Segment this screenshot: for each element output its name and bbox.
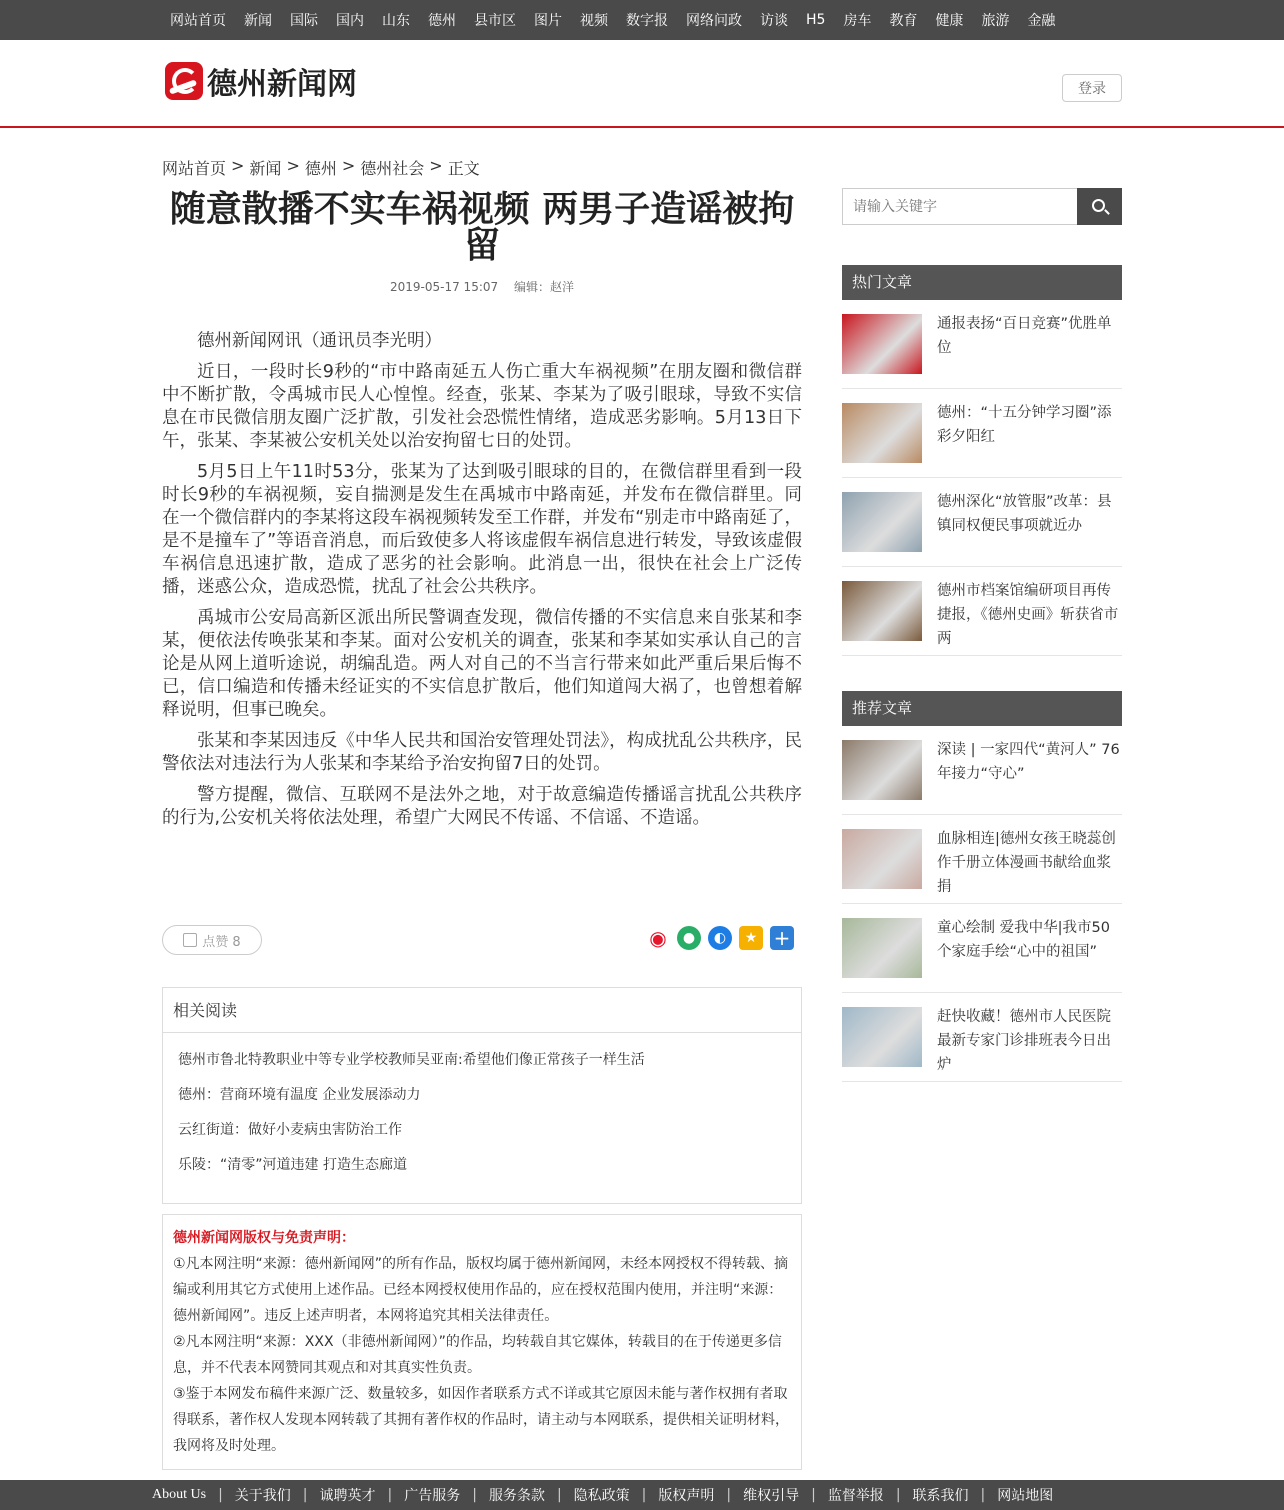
sidebar-article[interactable] [842,726,1122,815]
thumbs-up-icon [183,933,197,947]
disclaimer-title: 德州新闻网版权与免责声明： [173,1230,355,1246]
search-icon [1092,199,1105,212]
related-link[interactable]: 德州：营商环境有温度 企业发展添动力 [178,1087,421,1103]
article-paragraph: 张某和李某因违反《中华人民共和国治安管理处罚法》，构成扰乱公共秩序，民警依法对违法行为人张某和李某给予治安拘留7日的处罚。 [162,731,802,774]
sidebar-article[interactable] [842,389,1122,478]
top-nav-list [170,0,1073,40]
article-thumbnail[interactable] [842,1007,922,1067]
disclaimer-item: ③鉴于本网发布稿件来源广泛、数量较多，如因作者联系方式不详或其它原因未能与著作权拥有者取得联系，著作权人发现本网转载了其拥有著作权的作品时，请主动与本网联系，提供相关证明材料，我网将及时处理。 [173,1386,789,1454]
nav-item[interactable]: 访谈 [760,13,788,29]
more-share-icon[interactable]: + [770,926,794,950]
search-input[interactable] [842,188,1077,225]
article-title: 随意散播不实车祸视频 两男子造谣被拘留 [169,189,795,266]
nav-item[interactable]: 新闻 [244,13,272,29]
nav-item[interactable]: 国际 [290,13,318,29]
logo-icon [165,62,203,100]
article-thumbnail[interactable] [842,829,922,889]
related-heading: 相关阅读 [163,988,801,1033]
sidebar-article-title[interactable]: 德州深化“放管服”改革：县镇同权便民事项就近办 [937,494,1112,534]
nav-item[interactable]: H5 [806,12,826,28]
footer-divider: | [895,1487,901,1503]
logo-text: 德州新闻网 [207,67,357,102]
breadcrumb-item[interactable]: 网站首页 [162,159,227,178]
hot-articles-heading: 热门文章 [842,265,1122,300]
footer-link[interactable]: 诚聘英才 [319,1488,376,1504]
like-button[interactable] [162,925,262,955]
breadcrumb-item[interactable]: 新闻 [249,159,282,178]
nav-item[interactable]: 房车 [843,13,872,29]
sidebar-article[interactable] [842,478,1122,567]
weibo-icon[interactable]: ◉ [646,926,670,950]
article-paragraph: 禹城市公安局高新区派出所民警调查发现，微信传播的不实信息来自张某和李某，便依法传唤张某和李某。面对公安机关的调查，张某和李某如实承认自己的言论是从网上道听途说，胡编乱造。两人对自己的不当言行带来如此严重后果后悔不已，信口编造和传播未经证实的不实信息扩散后，他们知道闯大祸了，也曾想着解释说明，但事已晚矣。 [162,608,802,720]
hot-articles-list [842,300,1122,656]
footer-link[interactable]: 网站地图 [997,1488,1054,1504]
sidebar-article[interactable] [842,815,1122,904]
article-meta [162,278,802,295]
site-logo[interactable] [165,60,357,102]
sidebar-article-title[interactable]: 深读 | 一家四代“黄河人” 76年接力“守心” [937,742,1120,782]
article-thumbnail[interactable] [842,918,922,978]
breadcrumb-item[interactable]: 德州 [304,159,337,178]
sidebar-article-title[interactable]: 通报表扬“百日竞赛”优胜单位 [937,316,1112,356]
nav-item[interactable]: 国内 [336,13,364,29]
article-thumbnail[interactable] [842,314,922,374]
nav-item[interactable]: 图片 [534,13,562,29]
sidebar-article-title[interactable]: 赶快收藏！德州市人民医院最新专家门诊排班表今日出炉 [937,1009,1111,1073]
recommended-articles-heading: 推荐文章 [842,691,1122,726]
disclaimer-item: ①凡本网注明“来源：德州新闻网”的所有作品，版权均属于德州新闻网，未经本网授权不得转载、摘编或利用其它方式使用上述作品。已经本网授权使用作品的，应在授权范围内使用，并注明“来源：德州新闻网”。违反上述声明者，本网将追究其相关法律责任。 [173,1256,789,1324]
wechat-icon[interactable]: ● [677,926,701,950]
footer-link[interactable]: 联系我们 [912,1488,969,1504]
nav-item[interactable]: 网络问政 [686,13,742,29]
sidebar-article[interactable] [842,567,1122,656]
nav-item[interactable]: 视频 [580,13,608,29]
sidebar-article[interactable] [842,300,1122,389]
login-button[interactable]: 登录 [1062,74,1122,102]
footer-link[interactable]: About Us [152,1487,207,1502]
nav-item[interactable]: 网站首页 [170,13,226,29]
footer-link[interactable]: 版权声明 [658,1488,715,1504]
footer-divider: | [302,1487,308,1503]
site-footer [0,1480,1284,1510]
breadcrumb-separator: > [341,156,356,175]
breadcrumb-separator: > [231,156,245,175]
footer-divider: | [980,1487,986,1503]
disclaimer-items [173,1251,791,1459]
footer-divider: | [218,1487,223,1503]
nav-item[interactable]: 德州 [428,13,456,29]
article-thumbnail[interactable] [842,740,922,800]
site-header [0,40,1284,128]
sidebar-article-title[interactable]: 童心绘制 爱我中华|我市50个家庭手绘“心中的祖国” [937,920,1110,960]
article-date: 2019-05-17 15:07 [390,280,499,294]
nav-item[interactable]: 教育 [889,13,918,29]
footer-divider: | [472,1487,477,1503]
related-link[interactable]: 德州市鲁北特教职业中等专业学校教师吴亚南:希望他们像正常孩子一样生活 [178,1052,645,1068]
footer-divider: | [641,1487,647,1503]
related-list [163,1033,801,1189]
breadcrumb-item[interactable]: 德州社会 [360,159,425,178]
sidebar-article-title[interactable]: 血脉相连|德州女孩王晓蕊创作千册立体漫画书献给血浆捐 [937,831,1116,895]
article-body [162,330,802,838]
article-paragraph: 近日，一段时长9秒的“市中路南延五人伤亡重大车祸视频”在朋友圈和微信群中不断扩散，令禹城市民人心惶惶。经查，张某、李某为了吸引眼球，导致不实信息在市民微信朋友圈广泛扩散，引发社会恐慌性情绪，造成恶劣影响。5月13日下午，张某、李某被公安机关处以治安拘留七日的处罚。 [162,362,802,451]
footer-link[interactable]: 服务条款 [488,1488,545,1504]
nav-item[interactable]: 山东 [382,13,410,29]
share-bar [646,926,801,950]
related-link[interactable]: 乐陵：“清零”河道违建 打造生态廊道 [178,1157,407,1173]
footer-divider: | [726,1487,732,1503]
footer-link[interactable]: 关于我们 [234,1488,291,1504]
footer-link[interactable]: 广告服务 [404,1488,461,1504]
sidebar-article-title[interactable]: 德州：“十五分钟学习圈”添彩夕阳红 [937,405,1112,445]
breadcrumb-item: 正文 [447,159,480,178]
related-link[interactable]: 云红街道：做好小麦病虫害防治工作 [178,1122,402,1138]
nav-item[interactable]: 县市区 [474,13,516,29]
disclaimer-item: ②凡本网注明“来源：XXX（非德州新闻网）”的作品，均转载自其它媒体，转载目的在于传递更多信息，并不代表本网赞同其观点和对其真实性负责。 [173,1334,782,1376]
article-editor: 编辑：赵洋 [513,280,574,294]
search-button[interactable] [1077,188,1122,225]
top-nav [0,0,1284,40]
breadcrumb-separator: > [286,156,300,175]
sidebar-article[interactable] [842,904,1122,993]
footer-link[interactable]: 隐私政策 [573,1488,630,1504]
footer-link[interactable]: 监督举报 [827,1488,884,1504]
article-thumbnail[interactable] [842,581,922,641]
footer-divider: | [811,1487,816,1503]
footer-links [152,1480,1053,1510]
article-thumbnail[interactable] [842,403,922,463]
sidebar-article-title[interactable]: 德州市档案馆编研项目再传捷报，《德州史画》斩获省市两 [937,583,1119,647]
nav-item[interactable]: 数字报 [626,13,668,29]
article-paragraph: 德州新闻网讯（通讯员李光明） [197,331,442,351]
article-paragraph: 警方提醒，微信、互联网不是法外之地，对于故意编造传播谣言扰乱公共秩序的行为,公安机关将依法处理，希望广大网民不传谣、不信谣、不造谣。 [162,785,802,828]
qq-icon[interactable]: ◐ [708,926,732,950]
footer-link[interactable]: 维权引导 [743,1488,800,1504]
breadcrumb-separator: > [429,156,443,175]
recommended-articles-list [842,726,1122,1082]
nav-item[interactable]: 金融 [1027,13,1056,29]
nav-item[interactable]: 旅游 [981,13,1010,29]
breadcrumb [162,156,480,179]
nav-item[interactable]: 健康 [935,13,964,29]
footer-divider: | [556,1487,562,1503]
related-reading [162,987,802,1204]
footer-divider: | [387,1487,393,1503]
copyright-disclaimer [162,1214,802,1470]
qzone-icon[interactable]: ★ [739,926,763,950]
like-label: 点赞 8 [202,934,241,950]
article-paragraph: 5月5日上午11时53分，张某为了达到吸引眼球的目的，在微信群里看到一段时长9秒的车祸视频，妄自揣测是发生在禹城市中路南延，并发布在微信群里。同在一个微信群内的李某将这段车祸视频转发至工作群，并发布“别走市中路南延了，是不是撞车了”等语音消息，而后致使多人将该虚假车祸信息进行转发，导致该虚假车祸信息迅速扩散，造成了恶劣的社会影响。此消息一出，很快在社会上广泛传播，迷惑公众，造成恐慌，扰乱了社会公共秩序。 [162,462,802,597]
search-box [842,188,1122,225]
sidebar-article[interactable] [842,993,1122,1082]
article-thumbnail[interactable] [842,492,922,552]
